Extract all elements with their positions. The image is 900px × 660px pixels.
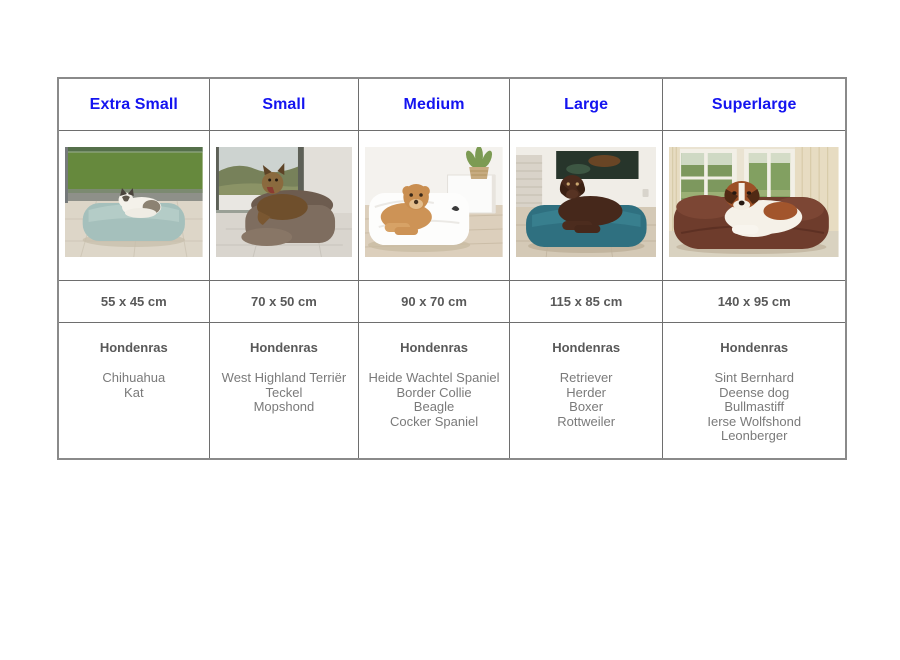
dimensions-small: 70 x 50 cm (210, 281, 360, 323)
breeds-large (510, 323, 664, 458)
product-photo-doodle-on-white-bed (365, 147, 503, 257)
breeds-small (210, 323, 360, 458)
photo-cell-large (510, 131, 664, 281)
breeds-extra-small (59, 323, 210, 458)
size-header-large: Large (510, 79, 664, 131)
size-header-small: Small (210, 79, 360, 131)
breed-item: Ierse Wolfshond (707, 413, 802, 429)
breed-item: Deense dog (719, 384, 790, 400)
breed-item: Teckel (265, 384, 303, 400)
product-photo-terrier-on-taupe-bed (216, 147, 353, 257)
breed-item: Mopshond (253, 399, 315, 415)
photo-cell-superlarge (663, 131, 845, 281)
breed-item: Herder (566, 384, 607, 400)
breed-item: Boxer (569, 399, 604, 415)
breed-header: Hondenras (552, 340, 621, 355)
breed-header: Hondenras (400, 340, 468, 355)
breed-item: Chihuahua (102, 370, 166, 385)
size-header-superlarge: Superlarge (663, 79, 845, 131)
breed-item: Kat (124, 384, 144, 400)
photo-cell-medium (359, 131, 510, 281)
breed-item: West Highland Terriër (221, 370, 347, 385)
breed-header: Hondenras (720, 340, 789, 355)
breed-header: Hondenras (249, 340, 318, 355)
breed-item: Leonberger (720, 428, 788, 444)
breed-item: Cocker Spaniel (389, 413, 479, 429)
dimensions-large: 115 x 85 cm (510, 281, 664, 323)
breed-header: Hondenras (99, 340, 168, 355)
product-photo-cat-on-light-blue-bed (65, 147, 203, 257)
breed-item: Retriever (559, 370, 613, 385)
size-header-medium: Medium (359, 79, 510, 131)
breeds-superlarge (663, 323, 845, 458)
product-photo-saint-bernard-on-brown-bed (669, 147, 839, 257)
breed-item: Rottweiler (557, 413, 616, 429)
dimensions-medium: 90 x 70 cm (359, 281, 510, 323)
photo-cell-small (210, 131, 360, 281)
photo-cell-extra-small (59, 131, 210, 281)
breed-item: Border Collie (396, 384, 472, 400)
breeds-medium (359, 323, 510, 458)
breed-item: Beagle (413, 399, 455, 415)
breed-item: Heide Wachtel Spaniel (368, 370, 500, 385)
breed-item: Sint Bernhard (714, 370, 794, 385)
dog-bed-size-table (57, 77, 847, 460)
breed-item: Bullmastiff (724, 399, 785, 415)
dimensions-extra-small: 55 x 45 cm (59, 281, 210, 323)
size-header-extra-small: Extra Small (59, 79, 210, 131)
product-photo-labrador-on-teal-bed (516, 147, 657, 257)
dimensions-superlarge: 140 x 95 cm (663, 281, 845, 323)
